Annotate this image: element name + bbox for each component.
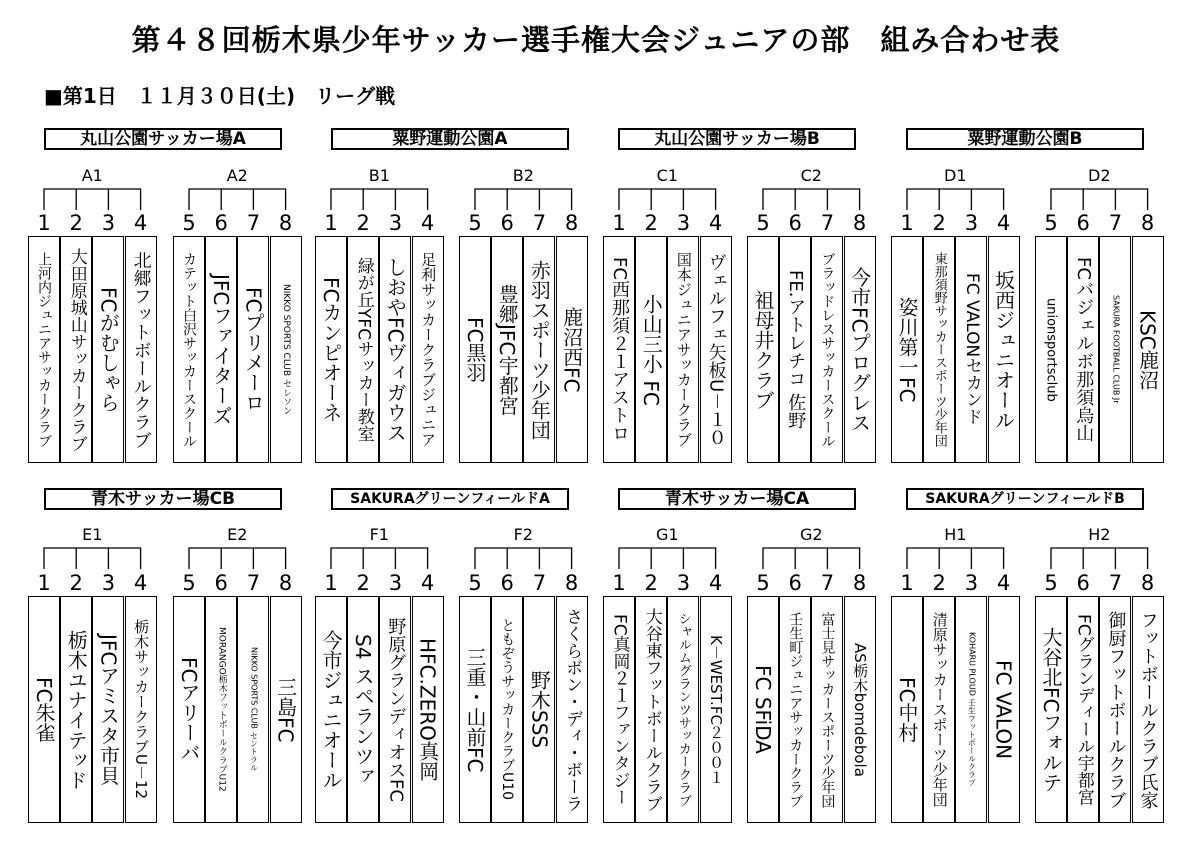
venue-label: SAKURAグリーンフィールドA: [331, 488, 569, 510]
team-name: FCカンピオーネ: [319, 276, 343, 423]
venue-label: 丸山公園サッカー場B: [618, 128, 856, 150]
team-entry: [1035, 236, 1067, 463]
team-name: 姿川第一FC: [895, 296, 919, 403]
team-entry: [556, 596, 588, 823]
team-name: 今市ジュニオール: [319, 629, 343, 790]
team-entry: [173, 596, 205, 823]
team-entry: [205, 236, 237, 463]
schedule-heading: ■第1日 １１月３０日(土) リーグ戦: [44, 84, 396, 108]
venue-label: 丸山公園サッカー場A: [44, 128, 282, 150]
team-entry: [92, 236, 124, 463]
team-entry: [667, 596, 699, 823]
group-name: A1: [81, 166, 103, 185]
team-number: 8: [852, 211, 867, 235]
team-number: 8: [1140, 211, 1155, 235]
team-entry: [844, 596, 876, 823]
group-name: G2: [800, 525, 823, 544]
team-number: 4: [708, 211, 723, 235]
team-number: 6: [500, 211, 514, 235]
team-number: 6: [214, 211, 228, 235]
team-name: 今市FCプログレス: [847, 266, 872, 433]
team-number: 7: [820, 571, 835, 595]
bracket-lines: [603, 188, 732, 212]
team-number: 8: [852, 571, 867, 595]
team-name: unionsportsclub: [1043, 297, 1059, 402]
team-number: 3: [101, 211, 116, 235]
bracket-lines: [891, 188, 1020, 212]
team-name: FC西那須２１アストロ: [609, 257, 630, 442]
team-name: 富士見サッカースポーツ少年団: [819, 611, 836, 808]
group-name: B2: [512, 166, 534, 185]
team-name: さくらボン・ディ・ボーラ: [562, 607, 583, 812]
team-name: フットボールクラブ氏家: [1137, 610, 1159, 809]
group-name: H2: [1088, 525, 1111, 544]
group-name: F1: [369, 525, 389, 544]
bracket-lines: [603, 547, 732, 571]
page-title: 第４８回栃木県少年サッカー選手権大会ジュニアの部 組み合わせ表: [131, 23, 1061, 57]
bracket-lines: [28, 188, 157, 212]
team-number: 1: [324, 571, 338, 595]
team-number: 5: [468, 571, 482, 595]
team-entry: [237, 596, 269, 823]
team-number: 7: [820, 211, 835, 235]
team-name: 緑が丘YFCサッカー教室: [353, 256, 374, 443]
team-number: 7: [246, 211, 261, 235]
team-number: 3: [676, 571, 691, 595]
team-number: 1: [37, 571, 51, 595]
team-entry: [270, 236, 302, 463]
team-name: NIKKO SPORTS CLUB セントラル: [249, 647, 259, 772]
team-name: ともぞうサッカークラブU10: [499, 618, 516, 801]
team-entry: [379, 236, 411, 463]
team-number: 8: [278, 211, 293, 235]
team-name: 栃木ユナイテッド: [64, 629, 89, 790]
team-entry: [556, 236, 588, 463]
team-entry: [412, 236, 444, 463]
team-entry: [667, 236, 699, 463]
team-number: 7: [532, 211, 547, 235]
team-name: 上河内ジュニアサッカークラブ: [36, 251, 52, 448]
team-number: 8: [564, 211, 579, 235]
bracket-lines: [173, 547, 302, 571]
team-name: 大田原城山サッカークラブ: [66, 247, 87, 452]
team-entry: [491, 236, 523, 463]
team-entry: [811, 596, 843, 823]
team-number: 6: [788, 571, 802, 595]
team-entry: [635, 596, 667, 823]
team-entry: [891, 236, 923, 463]
team-number: 6: [214, 571, 228, 595]
team-number: 7: [532, 571, 547, 595]
team-name: MORANGO栃木フットボールクラブU12: [216, 627, 227, 792]
team-number: 1: [612, 211, 626, 235]
team-entry: [700, 236, 732, 463]
team-number: 4: [420, 211, 435, 235]
group-name: A2: [226, 166, 248, 185]
team-name: FCバジェルボ那須烏山: [1073, 257, 1095, 442]
team-entry: [923, 236, 955, 463]
group-name: C1: [656, 166, 678, 185]
team-name: K－WEST.FC２００１: [707, 634, 726, 785]
team-entry: [315, 596, 347, 823]
team-entry: [603, 236, 635, 463]
team-number: 2: [644, 571, 658, 595]
team-number: 4: [996, 571, 1011, 595]
group-name: F2: [513, 525, 533, 544]
bracket-lines: [315, 188, 444, 212]
team-number: 3: [101, 571, 116, 595]
team-name: 壬生町ジュニアサッカークラブ: [787, 611, 804, 808]
team-name: HFC.ZERO真岡: [415, 638, 440, 781]
team-number: 5: [756, 571, 770, 595]
team-entry: [491, 596, 523, 823]
team-name: 坂西ジュニオール: [991, 269, 1016, 430]
team-number: 7: [246, 571, 261, 595]
bracket-lines: [315, 547, 444, 571]
team-number: 5: [1044, 571, 1058, 595]
team-number: 3: [388, 211, 403, 235]
venue-label: 青木サッカー場CB: [44, 488, 282, 510]
team-number: 5: [182, 571, 196, 595]
team-number: 1: [612, 571, 626, 595]
team-number: 1: [324, 211, 338, 235]
team-name: FC朱雀: [32, 676, 56, 743]
team-name: FC中村: [895, 676, 919, 743]
group-name: D2: [1088, 166, 1111, 185]
team-entry: [315, 236, 347, 463]
team-number: 8: [564, 571, 579, 595]
team-number: 3: [964, 571, 979, 595]
team-name: AS栃木bomdebola: [851, 642, 870, 777]
team-name: シャルムグランツサッカークラブ: [675, 612, 691, 807]
team-number: 4: [133, 571, 148, 595]
team-name: 北郷フットボールクラブ: [130, 250, 152, 449]
team-entry: [28, 236, 60, 463]
team-name: しおやFCヴィガウス: [383, 256, 408, 443]
team-entry: [844, 236, 876, 463]
team-number: 6: [500, 571, 514, 595]
bracket-lines: [28, 547, 157, 571]
team-entry: [459, 596, 491, 823]
team-number: 4: [133, 211, 148, 235]
team-entry: [955, 236, 987, 463]
team-entry: [28, 596, 60, 823]
team-number: 1: [900, 571, 914, 595]
team-entry: [700, 596, 732, 823]
group-name: D1: [944, 166, 967, 185]
team-number: 1: [37, 211, 51, 235]
team-number: 5: [468, 211, 482, 235]
team-name: FCプリメーロ: [241, 286, 266, 413]
team-entry: [779, 236, 811, 463]
team-number: 1: [900, 211, 914, 235]
team-entry: [1067, 236, 1099, 463]
team-name: JFCアミスタ市貝: [96, 633, 121, 786]
team-entry: [988, 596, 1020, 823]
team-entry: [173, 236, 205, 463]
team-number: 8: [1140, 571, 1155, 595]
bracket-lines: [1035, 547, 1164, 571]
venue-label: 粟野運動公園A: [331, 128, 569, 150]
team-number: 2: [644, 211, 658, 235]
team-name: FC VALONセカンド: [961, 273, 982, 426]
team-name: 大谷東フットボールクラブ: [641, 607, 662, 812]
team-number: 6: [788, 211, 802, 235]
team-entry: [1132, 236, 1164, 463]
team-name: FCグランディール宇都宮: [1073, 613, 1094, 806]
team-entry: [747, 236, 779, 463]
team-number: 4: [708, 571, 723, 595]
team-number: 2: [356, 211, 370, 235]
team-entry: [891, 596, 923, 823]
group-name: H1: [944, 525, 967, 544]
team-entry: [270, 596, 302, 823]
team-name: FC真岡２１ファンタジー: [609, 613, 630, 806]
team-entry: [523, 236, 555, 463]
group-name: G1: [656, 525, 679, 544]
team-number: 5: [756, 211, 770, 235]
team-name: 鹿沼西FC: [559, 306, 584, 393]
team-name: 小山三小 FC: [639, 293, 664, 406]
team-name: S4 スペランツァ: [351, 633, 376, 786]
team-entry: [412, 596, 444, 823]
group-name: E2: [227, 525, 248, 544]
team-entry: [747, 596, 779, 823]
team-name: 足利サッカークラブジュニア: [419, 252, 438, 447]
bracket-lines: [459, 188, 588, 212]
team-name: 祖母井クラブ: [751, 289, 775, 410]
team-number: 4: [420, 571, 435, 595]
team-entry: [347, 236, 379, 463]
team-name: KOHARU PLOUD 壬生フットボールクラブ: [967, 632, 977, 787]
team-name: 栃木サッカークラブU－12: [132, 619, 151, 800]
team-number: 8: [278, 571, 293, 595]
team-number: 7: [1108, 571, 1123, 595]
team-entry: [779, 596, 811, 823]
team-name: 三重・山前FC: [463, 646, 487, 773]
team-number: 2: [69, 211, 83, 235]
team-entry: [347, 596, 379, 823]
team-name: JFCファイターズ: [209, 273, 234, 426]
team-entry: [635, 236, 667, 463]
bracket-lines: [747, 547, 876, 571]
venue-label: 粟野運動公園B: [906, 128, 1144, 150]
team-number: 7: [1108, 211, 1123, 235]
bracket-lines: [459, 547, 588, 571]
team-name: カテット白沢サッカースクール: [181, 251, 197, 448]
team-number: 4: [996, 211, 1011, 235]
team-name: FCアリーバ: [177, 656, 201, 763]
team-name: ブラッドレスサッカースクール: [819, 251, 836, 448]
team-number: 2: [69, 571, 83, 595]
team-name: FCがむしゃら: [96, 286, 121, 413]
team-name: 三島FC: [273, 676, 298, 743]
group-name: B1: [368, 166, 390, 185]
team-name: 国本ジュニアサッカークラブ: [674, 252, 693, 447]
team-name: FC SFiDA: [751, 665, 775, 754]
team-number: 3: [676, 211, 691, 235]
team-number: 2: [356, 571, 370, 595]
team-entry: [1035, 596, 1067, 823]
team-number: 5: [1044, 211, 1058, 235]
team-entry: [125, 236, 157, 463]
team-entry: [988, 236, 1020, 463]
team-name: 野木SSS: [527, 670, 552, 749]
team-name: 大谷北FCフォルテ: [1039, 626, 1063, 793]
team-number: 2: [932, 211, 946, 235]
team-entry: [1099, 596, 1131, 823]
team-name: KSC鹿沼: [1135, 309, 1160, 390]
team-entry: [205, 596, 237, 823]
bracket-lines: [1035, 188, 1164, 212]
team-name: NIKKO SPORTS CLUB セレソン: [281, 283, 292, 415]
team-number: 6: [1076, 571, 1090, 595]
team-name: 東那須野サッカースポーツ少年団: [931, 252, 947, 447]
team-entry: [811, 236, 843, 463]
team-entry: [1099, 236, 1131, 463]
team-name: FC VALON: [991, 659, 1016, 760]
bracket-lines: [747, 188, 876, 212]
team-entry: [379, 596, 411, 823]
team-name: ヴェルフェ矢板U－１０: [705, 252, 727, 447]
team-entry: [125, 596, 157, 823]
group-name: C2: [800, 166, 822, 185]
bracket-lines: [891, 547, 1020, 571]
team-name: FE.アトレチコ 佐野: [785, 269, 807, 430]
team-entry: [523, 596, 555, 823]
team-entry: [1067, 596, 1099, 823]
team-name: 清原サッカースポーツ少年団: [930, 612, 949, 807]
team-name: SAKURA FOOTBALL CLUB Jr: [1111, 295, 1121, 404]
team-name: 御厨フットボールクラブ: [1105, 610, 1127, 809]
team-number: 6: [1076, 211, 1090, 235]
bracket-lines: [173, 188, 302, 212]
team-entry: [603, 596, 635, 823]
team-entry: [60, 236, 92, 463]
team-entry: [955, 596, 987, 823]
venue-label: 青木サッカー場CA: [618, 488, 856, 510]
team-number: 2: [932, 571, 946, 595]
team-name: FC黒羽: [463, 316, 487, 383]
team-number: 5: [182, 211, 196, 235]
team-name: 赤羽スポーツ少年団: [527, 259, 552, 440]
team-entry: [92, 596, 124, 823]
group-name: E1: [82, 525, 103, 544]
team-entry: [60, 596, 92, 823]
venue-label: SAKURAグリーンフィールドB: [906, 488, 1144, 510]
team-entry: [459, 236, 491, 463]
team-name: 豊郷JFC宇都宮: [495, 283, 520, 416]
team-entry: [237, 236, 269, 463]
team-name: 野原グランディオスFC: [385, 617, 407, 802]
team-number: 3: [388, 571, 403, 595]
team-entry: [923, 596, 955, 823]
team-number: 3: [964, 211, 979, 235]
team-entry: [1132, 596, 1164, 823]
